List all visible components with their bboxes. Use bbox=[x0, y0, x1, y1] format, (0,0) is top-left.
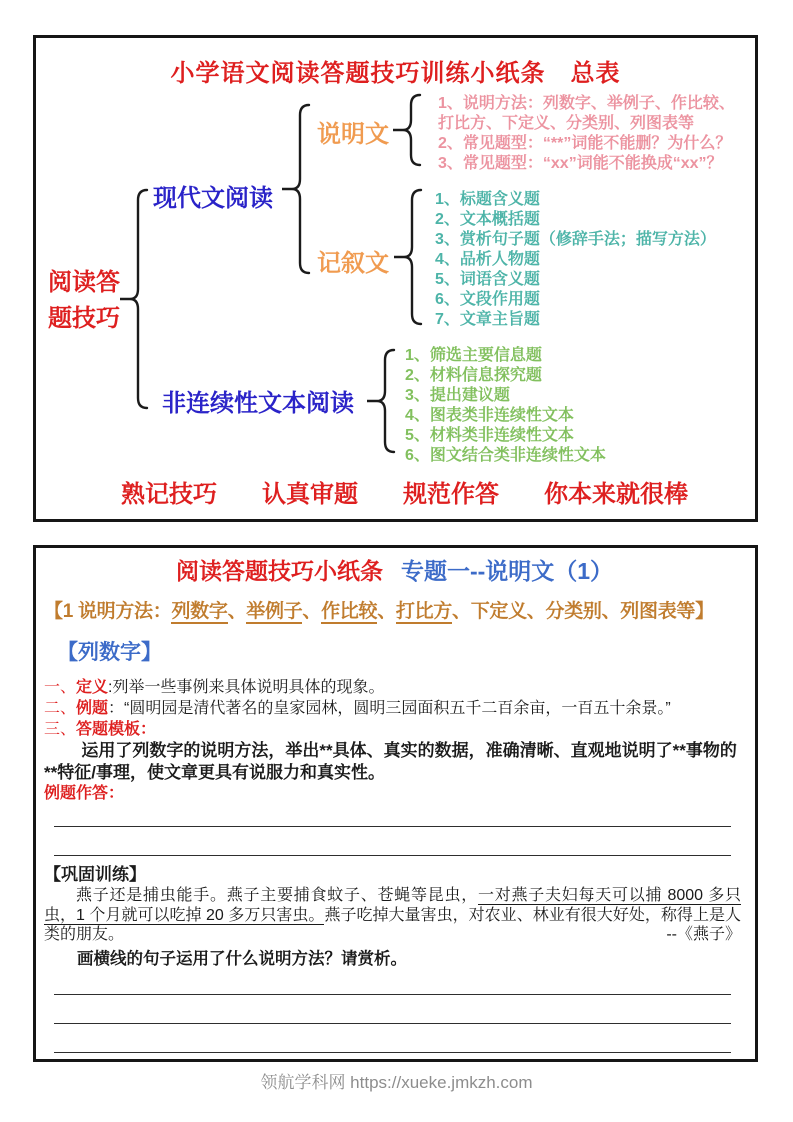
template-heading bbox=[44, 719, 745, 740]
answer-blank-line bbox=[54, 855, 731, 856]
list-item: 2、材料信息探究题 bbox=[405, 367, 542, 384]
list-item: 2、常见题型：“**”词能不能删？为什么？ bbox=[438, 135, 732, 152]
motto-item: 你本来就很棒 bbox=[544, 481, 688, 508]
answer-blank-line bbox=[54, 1052, 731, 1053]
practice-header: 【巩固训练】 bbox=[44, 865, 146, 884]
practice-text-underlined: 一对燕子夫妇每天可以捕 8000 多只虫，1 个月就可以吃掉 20 多万只害虫。 bbox=[44, 887, 741, 924]
method-header-segment: 、 bbox=[227, 601, 247, 622]
branch-narrative: 记叙文 bbox=[317, 250, 389, 277]
practice-source: --《燕子》 bbox=[666, 926, 741, 943]
list-item: 4、图表类非连续性文本 bbox=[405, 407, 574, 424]
root-node-line2: 题技巧 bbox=[48, 305, 120, 332]
list-item: 7、文章主旨题 bbox=[435, 311, 540, 328]
definition-label: 定义 bbox=[76, 679, 109, 696]
answer-blank-line bbox=[54, 994, 731, 995]
method-header-segment: 、 bbox=[377, 601, 396, 622]
expository-items bbox=[438, 94, 735, 174]
motto-row bbox=[121, 474, 688, 509]
template-label: 答题模板： bbox=[76, 721, 157, 738]
list-item: 1、说明方法：列数字、举例子、作比较、 bbox=[438, 95, 735, 112]
list-item: 6、图文结合类非连续性文本 bbox=[405, 447, 606, 464]
list-item: 3、提出建议题 bbox=[405, 387, 510, 404]
worksheet-title-main: 阅读答题技巧小纸条 bbox=[175, 558, 383, 584]
motto-item: 熟记技巧 bbox=[121, 481, 217, 508]
definition-text: :列举一些事例来具体说明具体的现象。 bbox=[108, 679, 385, 696]
template-number: 三、 bbox=[44, 721, 77, 738]
watermark-footer: 领航学科网 https://xueke.jmkzh.com bbox=[260, 1073, 533, 1092]
worksheet-title bbox=[44, 556, 745, 586]
practice-text-after: 燕子吃掉大量害虫，对农业、林业有很大好处，称得上是人类的朋友。 bbox=[44, 906, 741, 943]
example-number: 二、 bbox=[44, 700, 77, 717]
answer-label: 例题作答： bbox=[44, 785, 125, 802]
list-item: 5、词语含义题 bbox=[435, 271, 540, 288]
branch-expository: 说明文 bbox=[317, 121, 389, 148]
definition-number: 一、 bbox=[44, 679, 77, 696]
answer-blank-line bbox=[54, 1023, 731, 1024]
summary-table-panel bbox=[33, 35, 758, 522]
noncontinuous-items bbox=[405, 346, 606, 466]
list-item: 4、品析人物题 bbox=[435, 251, 540, 268]
root-brace bbox=[120, 188, 150, 415]
definition-line bbox=[44, 677, 745, 698]
list-item: 2、文本概括题 bbox=[435, 211, 540, 228]
expository-brace bbox=[393, 93, 423, 172]
method-header-segment: 、下定义、分类别、列图表等】 bbox=[452, 601, 714, 622]
branch-noncontinuous-reading: 非连续性文本阅读 bbox=[162, 390, 354, 417]
method-header bbox=[44, 599, 745, 624]
motto-item: 规范作答 bbox=[403, 481, 499, 508]
list-item: 1、筛选主要信息题 bbox=[405, 347, 542, 364]
practice-text-before: 燕子还是捕虫能手。燕子主要捕食蚊子、苍蝇等昆虫， bbox=[76, 887, 478, 904]
practice-question: 画横线的句子运用了什么说明方法？请赏析。 bbox=[77, 949, 407, 968]
noncontinuous-brace bbox=[367, 348, 397, 459]
narrative-brace bbox=[394, 188, 424, 331]
method-header-segment-underlined: 作比较 bbox=[321, 601, 378, 622]
worksheet-title-topic: 专题一--说明文（1） bbox=[400, 558, 614, 584]
worksheet-panel bbox=[33, 545, 758, 1062]
section-label: 【列数字】 bbox=[57, 641, 162, 664]
modern-reading-brace bbox=[282, 103, 312, 280]
list-item: 6、文段作用题 bbox=[435, 291, 540, 308]
branch-modern-reading: 现代文阅读 bbox=[153, 185, 273, 212]
list-item: 3、赏析句子题（修辞手法；描写方法） bbox=[435, 231, 716, 248]
page-title: 小学语文阅读答题技巧训练小纸条 总表 bbox=[170, 60, 621, 87]
method-header-segment-underlined: 举例子 bbox=[246, 601, 303, 622]
answer-blank-line bbox=[54, 826, 731, 827]
root-node-line1: 阅读答 bbox=[48, 269, 120, 296]
motto-item: 认真审题 bbox=[262, 481, 358, 508]
list-item: 5、材料类非连续性文本 bbox=[405, 427, 574, 444]
example-line bbox=[44, 698, 745, 719]
narrative-items bbox=[435, 190, 716, 330]
method-header-segment: 、 bbox=[302, 601, 322, 622]
practice-text bbox=[44, 886, 745, 945]
list-item: 打比方、下定义、分类别、列图表等 bbox=[438, 115, 695, 132]
example-text: ：“圆明园是清代著名的皇家园林，圆明三园面积五千二百余亩，一百五十余景。” bbox=[108, 700, 671, 717]
template-body: 运用了列数字的说明方法，举出**具体、真实的数据，准确清晰、直观地说明了**事物的**特征/事理，使文章更具有说服力和真实性。 bbox=[44, 741, 737, 782]
list-item: 1、标题含义题 bbox=[435, 191, 540, 208]
method-header-segment-underlined: 打比方 bbox=[395, 601, 452, 622]
method-header-segment-underlined: 列数字 bbox=[171, 601, 228, 622]
root-node-label bbox=[48, 265, 120, 337]
example-label: 例题 bbox=[76, 700, 109, 717]
method-header-segment: 【1 说明方法： bbox=[44, 601, 172, 622]
list-item: 3、常见题型：“xx”词能不能换成“xx”？ bbox=[438, 155, 723, 172]
